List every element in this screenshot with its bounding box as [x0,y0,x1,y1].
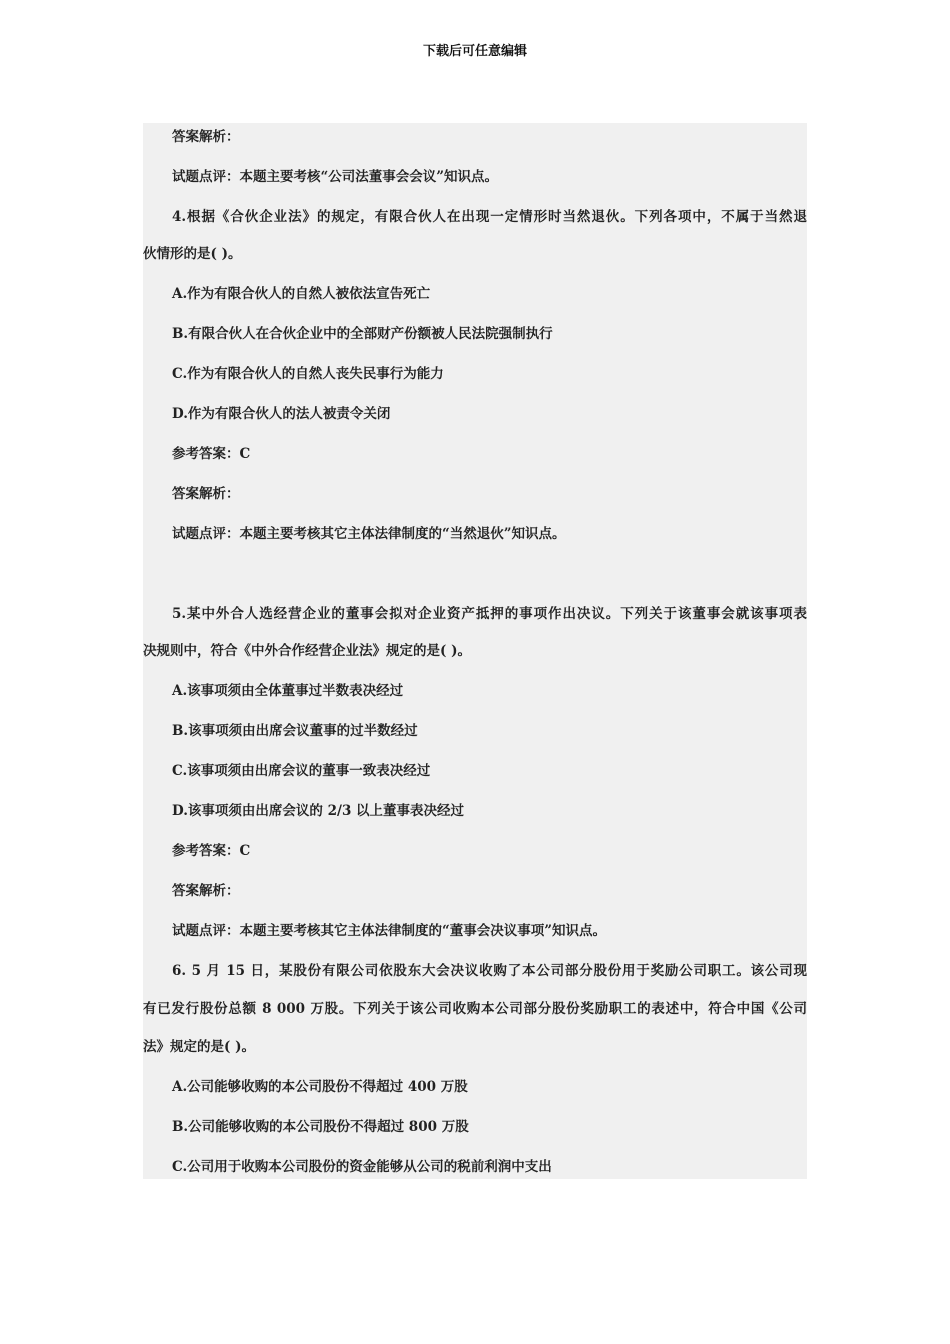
question-6-option-a: A.公司能够收购的本公司股份不得超过 400 万股 [172,1079,468,1095]
question-5-option-d: D.该事项须由出席会议的 2/3 以上董事表决经过 [172,803,465,819]
question-4-text: 4.根据《合伙企业法》的规定，有限合伙人在出现一定情形时当然退伙。下列各项中，不属于当然退 [172,209,807,225]
question-4-text-cont: 伙情形的是( )。 [143,246,242,262]
question-5-text: 5.某中外合人选经营企业的董事会拟对企业资产抵押的事项作出决议。下列关于该董事会就该事项表 [172,606,807,622]
question-4-answer-analysis: 答案解析： [172,486,240,502]
question-4-reference-answer: 参考答案：C [172,446,251,462]
question-5-answer-analysis: 答案解析： [172,883,240,899]
question-4-option-b: B.有限合伙人在合伙企业中的全部财产份额被人民法院强制执行 [172,326,553,342]
question-4-option-c: C.作为有限合伙人的自然人丧失民事行为能力 [172,366,444,382]
question-6-option-c: C.公司用于收购本公司股份的资金能够从公司的税前利润中支出 [172,1159,552,1175]
question-6-text: 6. 5 月 15 日，某股份有限公司依股东大会决议收购了本公司部分股份用于奖励公司职工。该公司现 [172,963,807,979]
question-comment: 试题点评：本题主要考核“公司法董事会会议”知识点。 [172,169,499,185]
question-4-option-d: D.作为有限合伙人的法人被责令关闭 [172,406,391,422]
question-5-option-b: B.该事项须由出席会议董事的过半数经过 [172,723,418,739]
question-4-option-a: A.作为有限合伙人的自然人被依法宣告死亡 [172,286,431,302]
document-body [143,123,807,1179]
question-6-text-end: 法》规定的是( )。 [143,1039,255,1055]
question-5-text-cont: 决规则中，符合《中外合作经营企业法》规定的是( )。 [143,643,471,659]
question-6-text-cont: 有已发行股份总额 8 000 万股。下列关于该公司收购本公司部分股份奖励职工的表述中，符合中国《公司 [143,1001,807,1017]
question-5-comment: 试题点评：本题主要考核其它主体法律制度的“董事会决议事项”知识点。 [172,923,607,939]
question-6-option-b: B.公司能够收购的本公司股份不得超过 800 万股 [172,1119,469,1135]
page-header: 下载后可任意编辑 [422,44,527,59]
answer-analysis-label: 答案解析： [172,129,240,145]
question-5-option-c: C.该事项须由出席会议的董事一致表决经过 [172,763,431,779]
question-5-reference-answer: 参考答案：C [172,843,251,859]
question-4-comment: 试题点评：本题主要考核其它主体法律制度的“当然退伙”知识点。 [172,526,566,542]
question-5-option-a: A.该事项须由全体董事过半数表决经过 [172,683,404,699]
